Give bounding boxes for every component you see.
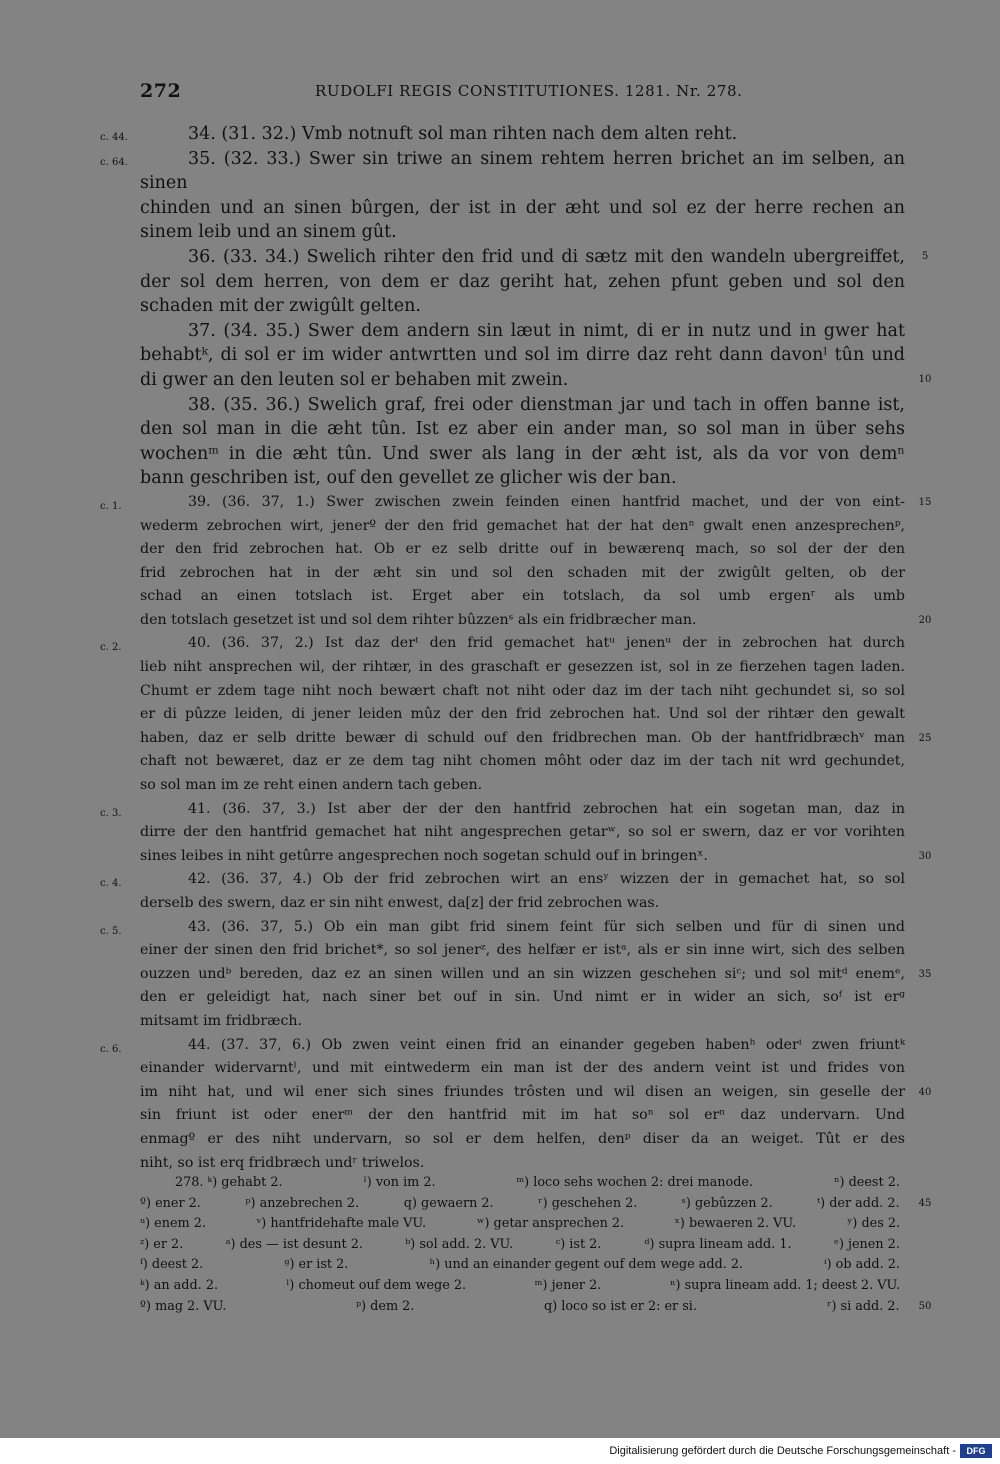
text-line: 38. (35. 36.) Swelich graf, frei oder dienstman jar und tach in offen banne ist, <box>188 394 905 415</box>
margin-reference: c. 5. <box>100 925 122 937</box>
paragraph <box>100 1034 905 1176</box>
margin-reference: c. 4. <box>100 878 122 890</box>
text-line: 41. (36. 37, 3.) Ist aber der der den hantfrid zebrochen hat ein sogetan man, daz in <box>188 800 905 817</box>
paragraph <box>140 393 905 491</box>
text-line: 34. (31. 32.) Vmb notnuft sol man rihten nach dem alten reht. <box>188 124 738 144</box>
page-header <box>140 80 900 108</box>
paragraph <box>100 632 905 797</box>
footnote: ᶠ) deest 2. <box>140 1257 204 1273</box>
footnote: ʷ) getar ansprechen 2. <box>477 1216 625 1232</box>
text-line: einander widervarntˡ, und mit eintwederm ein man ist der des andern veint ist und frides von <box>140 1060 905 1077</box>
text-line: der den frid zebrochen hat. Ob er ez selb dritte ouf in bewærenq mach, so sol der der den <box>140 541 905 558</box>
line-number: 20 <box>918 614 932 626</box>
footnote: q) gewaern 2. <box>403 1195 494 1211</box>
footnote: ᵍ) er ist 2. <box>284 1257 349 1273</box>
footnote: ʳ) geschehen 2. <box>538 1195 638 1211</box>
footnote: ᵐ) loco sehs wochen 2: drei manode. <box>516 1175 754 1190</box>
footnote: ʰ) und an einander gegent ouf dem wege add. 2. <box>429 1257 744 1273</box>
footer-credit: Digitalisierung gefördert durch die Deutsche Forschungsgemeinschaft - <box>609 1445 956 1457</box>
line-number: 50 <box>918 1300 932 1312</box>
text-line: im niht hat, und wil ener sich sines friundes trôsten und wil disen an weigen, sin geselle der <box>140 1083 905 1100</box>
text-line: er di pûzze leiden, di jener leiden mûz der den frid zebrochen hat. Und sol der rihtær den gewalt <box>140 706 905 723</box>
footnote: ˣ) bewaeren 2. VU. <box>674 1216 797 1232</box>
running-head: RUDOLFI REGIS CONSTITUTIONES. 1281. Nr. 278. <box>315 82 743 100</box>
footnotes <box>140 1173 905 1317</box>
footnote: ˢ) gebûzzen 2. <box>681 1195 773 1211</box>
text-line: Chumt er zdem tage niht noch bewært chaft not niht oder daz im der tach niht gechundet si, so sol <box>140 682 905 699</box>
paragraph <box>100 798 905 869</box>
text-line: behabtᵏ, di sol er im wider antwrtten und sol im dirre daz reht dann davonˡ tûn und <box>140 345 905 366</box>
paragraph <box>100 491 905 633</box>
footnote: ˡ) chomeut ouf dem wege 2. <box>286 1277 467 1293</box>
footnote: º) mag 2. VU. <box>140 1298 227 1314</box>
footnote: ᵏ) an add. 2. <box>140 1277 219 1293</box>
text-line: derselb des swern, daz er sin niht enwest, da[z] der frid zebrochen was. <box>140 895 660 911</box>
text-line: niht, so ist erq fridbræch undʳ triwelos. <box>140 1154 425 1171</box>
text-line: chaft not bewæret, daz er ze dem tag niht chomen môht oder daz im der tach nit wrd gechundet, <box>140 753 905 770</box>
line-number: 40 <box>918 1086 932 1098</box>
footnote: ˡ) von im 2. <box>363 1175 436 1190</box>
text-line: den er geleidigt hat, nach siner bet ouf in sin. Und nimt er in wider an sich, soᶠ ist erᵍ <box>140 989 905 1006</box>
text-line: 35. (32. 33.) Swer sin triwe an sinem rehtem herren brichet an im selben, an sinen <box>140 148 905 194</box>
footnote: ʳ) si add. 2. <box>827 1298 900 1314</box>
margin-reference: c. 2. <box>100 642 122 654</box>
text-line: wederm zebrochen wirt, jenerº der den frid gemachet hat der hat denⁿ gwalt enen anzesprechenᵖ, <box>140 517 905 534</box>
paragraph <box>100 868 905 915</box>
text-line: 39. (36. 37, 1.) Swer zwischen zwein feinden einen hantfrid machet, und der von eint- <box>188 493 905 510</box>
footnote: ᵈ) supra lineam add. 1. <box>644 1236 792 1252</box>
line-number: 5 <box>921 251 929 263</box>
paragraph <box>100 916 905 1034</box>
main-text <box>100 122 905 1175</box>
text-line: 37. (34. 35.) Swer dem andern sin læut in nimt, di er in nutz und in gwer hat <box>188 320 905 341</box>
footnote-line <box>140 1276 905 1297</box>
footnote: ᵖ) dem 2. <box>356 1298 415 1314</box>
footnote-line <box>140 1297 905 1318</box>
text-line: wochenᵐ in die æht tûn. Und swer als lang in der æht ist, als da vor von demⁿ <box>140 443 905 464</box>
text-line: sin friunt ist oder enerᵐ der den hantfrid mit im hat soⁿ sol erⁿ daz undervarn. Und <box>140 1107 905 1124</box>
text-line: enmagº er des niht undervarn, so sol er dem helfen, denᵖ diser da an weiget. Tût er des <box>140 1130 905 1147</box>
text-line: dirre der den hantfrid gemachet hat niht angesprechen getarʷ, so sol er swern, daz er vor vorihten <box>140 824 905 841</box>
text-line: lieb niht ansprechen wil, der rihtær, in des graschaft er gesezzen ist, sol in ze fierzehen tagen laden. <box>140 659 905 676</box>
footnote: ʸ) des 2. <box>847 1216 901 1232</box>
text-line: den totslach gesetzet ist und sol dem rihter bûzzenˢ als ein fridbræcher man. <box>140 611 697 628</box>
margin-reference: c. 6. <box>100 1043 122 1055</box>
footer-bar <box>0 1438 1000 1464</box>
footnote-line <box>140 1214 905 1235</box>
text-line: 40. (36. 37, 2.) Ist daz derᵗ den frid gemachet hatᵘ jenenᵘ der in zebrochen hat durch <box>188 635 905 652</box>
footnote: ᵐ) jener 2. <box>534 1277 602 1293</box>
footnote-line <box>140 1173 905 1194</box>
footnote-line <box>140 1255 905 1276</box>
text-line: einer der sinen den frid brichet*, so sol jenerᶻ, des helfær er istᵃ, als er sin inne wirt, sich des selben <box>140 942 905 959</box>
text-line: 36. (33. 34.) Swelich rihter den frid und di sætz mit den wandeln ubergreiffet, <box>188 246 905 267</box>
footnote: ᵉ) jenen 2. <box>834 1236 900 1252</box>
footnote: ᵛ) hantfridehafte male VU. <box>256 1216 427 1232</box>
margin-reference: c. 1. <box>100 500 122 512</box>
line-number: 10 <box>918 374 932 386</box>
text-line: 42. (36. 37, 4.) Ob der frid zebrochen wirt an ensʸ wizzen der in gemachet hat, so sol <box>188 871 905 888</box>
dfg-logo: DFG <box>960 1444 992 1458</box>
footnote: 278. ᵏ) gehabt 2. <box>175 1175 283 1190</box>
footnote: ᶻ) er 2. <box>140 1236 184 1252</box>
line-number: 35 <box>918 968 932 980</box>
footnote: ᶜ) ist 2. <box>555 1236 602 1252</box>
text-line: der sol dem herren, von dem er daz geriht hat, zehen pfunt geben und sol den <box>140 271 905 292</box>
text-line: frid zebrochen hat in der æht sin und sol den schaden mit der zwigûlt gelten, ob der <box>140 564 905 581</box>
footnote: ᵖ) anzebrechen 2. <box>245 1195 360 1211</box>
text-line: bann geschriben ist, ouf den gevellet ze glicher wis der ban. <box>140 468 677 489</box>
text-line: schad an einen totslach ist. Erget aber ein totslach, da sol umb ergenʳ als umb <box>140 588 905 605</box>
text-line: sinem leib und an sinem gût. <box>140 222 397 243</box>
line-number: 30 <box>918 850 932 862</box>
text-line: chinden und an sinen bûrgen, der ist in der æht und sol ez der herre rechen an <box>140 197 905 218</box>
line-number: 15 <box>918 496 932 508</box>
text-line: di gwer an den leuten sol er behaben mit zwein. <box>140 369 569 390</box>
footnote-line <box>140 1235 905 1256</box>
text-line: haben, daz er selb dritte bewær di schuld ouf den fridbrechen man. Ob der hantfridbræchᵛ man <box>140 729 905 746</box>
footnote: ᵗ) der add. 2. <box>817 1195 900 1211</box>
line-number: 25 <box>918 732 932 744</box>
footnote: ᵘ) enem 2. <box>140 1216 206 1232</box>
footnote-line <box>140 1194 905 1215</box>
paragraph <box>100 122 905 147</box>
paragraph <box>140 319 905 393</box>
paragraph <box>100 147 905 245</box>
footnote: ⁿ) deest 2. <box>834 1175 900 1190</box>
margin-reference: c. 64. <box>100 156 128 168</box>
footnote: q) loco so ist er 2: er si. <box>544 1298 697 1314</box>
text-line: sines leibes in niht getûrre angesprechen noch sogetan schuld ouf in bringenˣ. <box>140 847 708 864</box>
text-line: mitsamt im fridbræch. <box>140 1012 303 1029</box>
margin-reference: c. 3. <box>100 807 122 819</box>
page-number: 272 <box>140 80 182 102</box>
footnote: ⁱ) ob add. 2. <box>824 1257 900 1273</box>
line-number: 45 <box>918 1197 932 1209</box>
text-line: den sol man in die æht tûn. Ist ez aber ein ander man, so sol man in über sehs <box>140 419 905 440</box>
text-line: 43. (36. 37, 5.) Ob ein man gibt frid sinem feint für sich selben und für di sinen und <box>188 918 905 935</box>
footnote: ᵇ) sol add. 2. VU. <box>405 1236 514 1252</box>
paragraph <box>140 245 905 319</box>
text-line: so sol man im ze reht einen andern tach geben. <box>140 777 483 794</box>
text-line: ouzzen undᵇ bereden, daz ez an sinen willen und an sin wizzen geschehen siᶜ; und sol mitᵈ enemᵉ, <box>140 965 905 982</box>
footnote: ᵃ) des — ist desunt 2. <box>225 1236 363 1252</box>
text-line: 44. (37. 37, 6.) Ob zwen veint einen frid an einander gegeben habenʰ oderⁱ zwen friuntᵏ <box>188 1036 905 1053</box>
text-line: schaden mit der zwigûlt gelten. <box>140 296 421 317</box>
footnote: ⁿ) supra lineam add. 1; deest 2. VU. <box>670 1277 901 1293</box>
margin-reference: c. 44. <box>100 132 128 143</box>
footnote: º) ener 2. <box>140 1195 201 1211</box>
